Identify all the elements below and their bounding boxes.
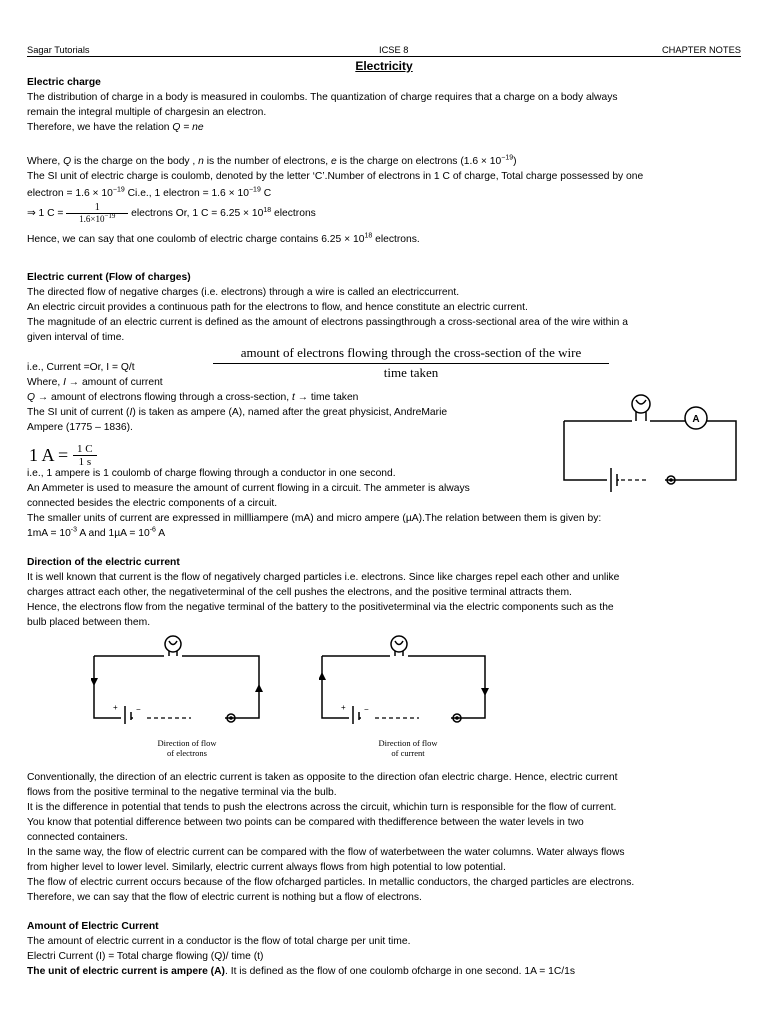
formula-denominator: time taken [383,365,439,380]
paragraph-line: The directed flow of negative charges (i.e. electrons) through a wire is called an electriccurrent. [27,287,460,298]
paragraph-line: remain the integral multiple of chargesin an electron. [27,107,267,118]
bulb-filament [636,400,646,421]
text-run: The SI unit of current ( [27,407,130,418]
paragraph-line: You know that potential difference between two points can be compared with thedifference between the water levels in two [27,817,584,828]
exponent: -6 [149,526,156,534]
paragraph-line: The amount of electric current in a conductor is the flow of total charge per unit time. [27,936,411,947]
section-electric-current [27,270,741,345]
paragraph-line: Hence, the electrons flow from the negative terminal of the battery to the positiveterminal via the electric components such as the [27,602,614,613]
text-run: A [155,528,166,539]
ammeter-line: An Ammeter is used to measure the amount of current flowing in a circuit. The ammeter is always [27,483,470,494]
electron-charge-line [27,184,741,202]
exponent: -3 [70,526,78,534]
header-center: ICSE 8 [379,45,409,55]
exponent: −19 [104,212,116,220]
paragraph-line: It is well known that current is the flow of negatively charged particles i.e. electrons. Since like charges repel each other and unlike [27,572,620,583]
caption-electron-flow [142,738,232,758]
text-run: → amount of current [65,377,163,388]
caption-line: Direction of flow [378,738,438,748]
plus-sign: + [113,703,118,712]
text-run: electrons Or, 1 C = 6.25 × 10 [131,208,264,220]
minus-sign: − [136,705,141,714]
current-flow-diagram [319,632,499,724]
circuit-wire [564,421,607,480]
text-run: Where, [27,377,64,388]
symbol-q: Q [27,392,36,403]
circuit-wire [359,656,485,718]
caption-line: Direction of flow [157,738,217,748]
text-run: 1mA = 10 [27,528,71,539]
paragraph-line: The distribution of charge in a body is measured in coulombs. The quantization of charge requires that a charge on a body always [27,92,618,103]
paragraph-line [27,964,741,979]
text-run: is the charge on the body , [71,156,199,167]
section-conventional [27,770,741,905]
current-ie-line: i.e., Current =Or, I = Q/t [27,362,135,373]
header-left: Sagar Tutorials [27,45,90,55]
caption-line: of electrons [167,748,207,758]
where-line [27,154,741,169]
symbol-t: t [292,392,295,403]
text-run: electrons [271,208,316,220]
equation-fraction [73,443,97,468]
symbol-e: e [330,156,337,167]
circuit-wire [131,656,259,718]
up-arrow-icon [255,684,263,692]
heading-direction: Direction of the electric current [27,557,180,568]
fraction-denominator: 1 s [78,455,92,468]
text-run: 1.6×10 [79,214,105,224]
where-i-line [27,375,547,390]
exponent: −19 [112,186,125,194]
ammeter-circuit-diagram [559,388,741,500]
paragraph-line: charges attract each other, the negativeterminal of the cell pushes the electrons, and the positive terminal attracts them. [27,587,572,598]
minus-sign: − [364,705,369,714]
small-units-line: The smaller units of current are expressed in millliampere (mA) and micro ampere (µA).The relation between them is given by: [27,513,602,524]
paragraph-line: bulb placed between them. [27,617,151,628]
formula-numerator: amount of electrons flowing through the cross-section of the wire [213,345,609,364]
paragraph-line: flows from the positive terminal to the negative terminal via the bulb. [27,787,337,798]
section-charge-where [27,154,741,247]
section-current-def [27,360,547,435]
text-run: → time taken [294,392,359,403]
paragraph-line: Electri Current (I) = Total charge flowing (Q)/ time (t) [27,951,264,962]
ampere-definition-line: i.e., 1 ampere is 1 coulomb of charge flowing through a conductor in one second. [27,468,396,479]
fraction-numerator: 1 C [73,443,97,456]
exponent: −19 [501,154,514,162]
section-amount [27,919,741,979]
text-run: Hence, we can say that one coulomb of electric charge contains 6.25 × 10 [27,234,365,245]
caption-line: of current [391,748,425,758]
circuit-wire [617,421,736,480]
paragraph-line: The flow of electric current occurs because of the flow ofcharged particles. In metallic conductors, the charged particles are electrons. [27,877,635,888]
down-arrow-icon [91,678,98,686]
text-run: ⇒ 1 C = [27,208,64,220]
paragraph-line: from higher level to lower level. Similarly, electric current always flows from high potential to low potential. [27,862,506,873]
relation-q-ne: Q = ne [172,122,204,133]
text-run: is the number of electrons, [203,156,331,167]
paragraph-line: Conventionally, the direction of an electric current is taken as opposite to the direction ofan electric charge. Hence, electric current [27,772,618,783]
section-electric-charge [27,75,741,135]
paragraph-line: connected containers. [27,832,128,843]
text-run: Therefore, we have the relation [27,122,173,133]
si-current-line [27,405,547,420]
bulb-filament [395,641,403,656]
text-run: electrons. [372,234,420,245]
hence-line [27,232,741,247]
exponent: 18 [263,206,272,214]
text-run: ) is taken as ampere (A), named after the great physicist, AndreMarie [132,407,448,418]
text-run: . It is defined as the flow of one coulomb ofcharge in one second. 1A = 1C/1s [224,966,576,977]
section-direction [27,555,741,630]
coulomb-fraction-line [27,202,741,232]
paragraph-line: It is the difference in potential that tends to push the electrons across the circuit, whichin turn is responsible for the flow of current. [27,802,617,813]
text-run: C [260,188,272,199]
ampere-equation [29,441,97,469]
electron-flow-diagram [91,632,271,724]
equation-lhs: 1 A = [29,445,69,465]
page-title: Electricity [355,59,413,73]
text-run: Ci.e., 1 electron = 1.6 × 10 [124,188,249,199]
paragraph-line: An electric circuit provides a continuous path for the electrons to flow, and hence constitute an electric current. [27,302,528,313]
symbol-i: I [63,377,66,388]
where-q-line [27,390,547,405]
exponent: −19 [248,186,261,194]
caption-current-flow [363,738,453,758]
header-rule [27,56,741,57]
heading-electric-charge: Electric charge [27,77,101,88]
paragraph-line: In the same way, the flow of electric current can be compared with the flow of waterbetween the water columns. Water always flows [27,847,625,858]
text-run: ) [513,156,517,167]
bold-text-run: The unit of electric current is ampere (A) [27,966,225,977]
up-arrow-icon [319,672,326,680]
ammeter-line: connected besides the electric components of a circuit. [27,498,278,509]
text-run: is the charge on electrons (1.6 × 10 [336,156,502,167]
fraction-one-over-e [66,202,128,225]
text-run: A and 1µA = 10 [77,528,150,539]
header-right: CHAPTER NOTES [661,45,741,55]
ampere-years-line: Ampere (1775 – 1836). [27,422,133,433]
symbol-i: I [129,407,133,418]
plus-sign: + [341,703,346,712]
down-arrow-icon [481,688,489,696]
paragraph-line: given interval of time. [27,332,125,343]
paragraph-line: The magnitude of an electric current is defined as the amount of electrons passingthrough a cross-sectional area of the wire within a [27,317,628,328]
switch-pivot [229,716,233,720]
symbol-n: n [198,156,204,167]
paragraph-line [27,120,741,135]
page-header [27,44,741,56]
exponent: 18 [364,232,373,240]
text-run: electron = 1.6 × 10 [27,188,113,199]
paragraph-line: Therefore, we can say that the flow of electric current is nothing but a flow of electrons. [27,892,422,903]
document-page [27,0,741,1024]
si-unit-line: The SI unit of electric charge is coulomb, denoted by the letter ‘C’.Number of electrons in 1 C of charge, Total charge possessed by one [27,171,644,182]
heading-electric-current: Electric current (Flow of charges) [27,272,191,283]
bulb-filament [169,641,177,656]
text-run: Where, [27,156,64,167]
switch-pivot [455,716,459,720]
heading-amount: Amount of Electric Current [27,921,159,932]
fraction-denominator [66,214,128,225]
text-run: → amount of electrons flowing through a cross-section, [35,392,292,403]
small-units-relation [27,526,741,541]
ammeter-label: A [692,414,700,425]
fraction-numerator: 1 [66,202,128,214]
symbol-q: Q [63,156,72,167]
switch-pivot [669,478,673,482]
